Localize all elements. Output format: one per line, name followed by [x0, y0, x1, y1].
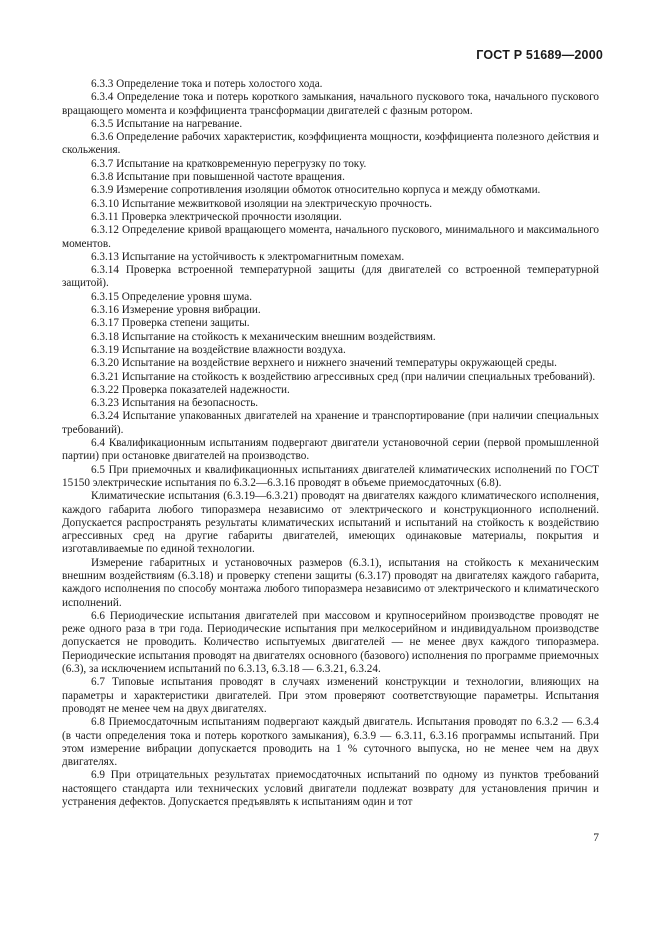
paragraph-6-3-3: 6.3.3 Определение тока и потерь холостого хода.	[91, 78, 323, 90]
paragraph-6-3-4: 6.3.4 Определение тока и потерь короткого замыкания, начального пускового тока, начального пускового вращающего момента и коэффициента трансформации двигателей с фазным ротором.	[62, 91, 599, 117]
paragraph-6-3-23: 6.3.23 Испытания на безопасность.	[91, 397, 259, 410]
paragraph-6-3-7: 6.3.7 Испытание на кратковременную перегрузку по току.	[91, 157, 367, 170]
paragraph-6-3-24: 6.3.24 Испытание упакованных двигателей на хранение и транспортирование (при наличии специальных требований).	[62, 410, 599, 436]
paragraph-6-3-11: 6.3.11 Проверка электрической прочности изоляции.	[91, 210, 342, 223]
paragraph-dimension-measurement: Измерение габаритных и установочных размеров (6.3.1), испытания на стойкость к механическим внешним воздействиям (6.3.18) и проверку степени защиты (6.3.17) проводят на двигателях каждого габарита, каждого исполнения по способу монтажа любого типоразмера независимо от электрического и климатического исполнений.	[62, 556, 599, 609]
paragraph-6-9: 6.9 При отрицательных результатах приемосдаточных испытаний по одному из пунктов требований настоящего стандарта или технических условий двигатели подлежат возврату для установления причин и устранения дефектов. Допускается предъявлять к испытаниям один и тот	[62, 769, 599, 809]
paragraph-6-3-8: 6.3.8 Испытание при повышенной частоте вращения.	[91, 171, 345, 184]
paragraph-6-3-18: 6.3.18 Испытание на стойкость к механическим внешним воздействиям.	[91, 330, 436, 343]
paragraph-6-4: 6.4 Квалификационным испытаниям подвергают двигатели установочной серии (первой промышленной партии) при остановке двигателей на производство.	[62, 437, 599, 463]
paragraph-6-3-16: 6.3.16 Измерение уровня вибрации.	[91, 304, 261, 317]
paragraph-6-5: 6.5 При приемочных и квалификационных испытаниях двигателей климатических исполнений по ГОСТ 15150 электрические испытания по 6.3.2—6.3.16 проводят в объеме приемосдаточных (6.8).	[62, 463, 599, 489]
paragraph-6-3-9: 6.3.9 Измерение сопротивления изоляции обмоток относительно корпуса и между обмотками.	[91, 184, 541, 197]
paragraph-6-3-14: 6.3.14 Проверка встроенной температурной защиты (для двигателей со встроенной температурной защитой).	[62, 264, 599, 290]
paragraph-6-8: 6.8 Приемосдаточным испытаниям подвергают каждый двигатель. Испытания проводят по 6.3.2 — 6.3.4 (в части определения тока и потерь короткого замыкания), 6.3.9 — 6.3.11, 6.3.16 программы испытаний. При этом измерение вибрации допускается проводить на 1 % суточного выпуска, но не менее чем на двух двигателях.	[62, 716, 599, 769]
paragraph-6-3-21: 6.3.21 Испытание на стойкость к воздействию агрессивных сред (при наличии специальных требований).	[91, 370, 596, 383]
paragraph-6-3-5: 6.3.5 Испытание на нагревание.	[91, 117, 243, 130]
paragraph-climatic-tests: Климатические испытания (6.3.19—6.3.21) проводят на двигателях каждого климатического исполнения, каждого габарита любого типоразмера независимо от электрического и конструкционного исполнений. Допускается распространять результаты климатических испытаний и испытаний на стойкость к воздействию агрессивных сред на другие габариты двигателей, имеющих одинаковые материалы, покрытия и изготавливаемые по единой технологии.	[62, 490, 599, 556]
document-body	[62, 78, 599, 809]
paragraph-6-3-12: 6.3.12 Определение кривой вращающего момента, начального пускового, минимального и максимального моментов.	[62, 224, 599, 250]
paragraph-6-3-19: 6.3.19 Испытание на воздействие влажности воздуха.	[91, 343, 346, 356]
paragraph-6-3-10: 6.3.10 Испытание межвитковой изоляции на электрическую прочность.	[91, 197, 433, 210]
paragraph-6-3-6: 6.3.6 Определение рабочих характеристик, коэффициента мощности, коэффициента полезного действия и скольжения.	[62, 131, 599, 157]
paragraph-6-3-15: 6.3.15 Определение уровня шума.	[91, 290, 253, 303]
paragraph-6-3-17: 6.3.17 Проверка степени защиты.	[91, 317, 250, 330]
paragraph-6-3-20: 6.3.20 Испытание на воздействие верхнего и нижнего значений температуры окружающей среды.	[91, 357, 557, 370]
paragraph-6-7: 6.7 Типовые испытания проводят в случаях изменений конструкции и технологии, влияющих на параметры и характеристики двигателей. При этом проверяют соответствующие параметры. Испытания проводят не менее чем на двух двигателях.	[62, 676, 599, 715]
paragraph-6-6: 6.6 Периодические испытания двигателей при массовом и крупносерийном производстве проводят не реже одного раза в три года. Периодические испытания при мелкосерийном и индивидуальном производстве допускается не проводить. Количество испытуемых двигателей — не менее двух каждого типоразмера. Периодические испытания проводят на двигателях основного (базового) исполнения по программе приемочных (6.3), за исключением испытаний по 6.3.13, 6.3.18 — 6.3.21, 6.3.24.	[62, 609, 599, 676]
paragraph-6-3-22: 6.3.22 Проверка показателей надежности.	[91, 383, 290, 396]
document-code-header: ГОСТ Р 51689—2000	[476, 48, 603, 62]
paragraph-6-3-13: 6.3.13 Испытание на устойчивость к электромагнитным помехам.	[91, 250, 405, 263]
page-number: 7	[593, 832, 599, 844]
